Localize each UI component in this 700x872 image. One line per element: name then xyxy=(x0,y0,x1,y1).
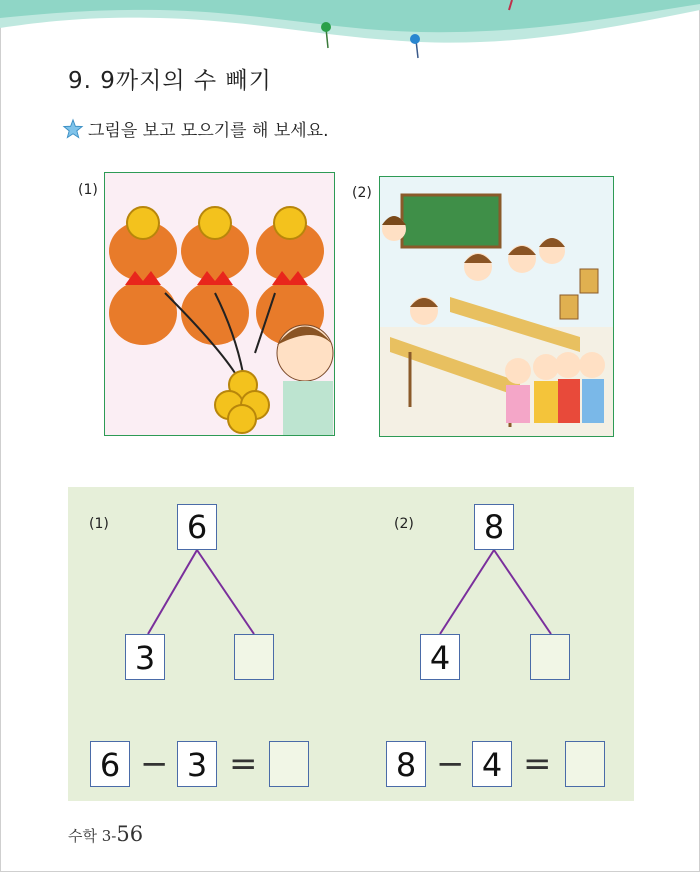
footer-subject: 수학 3- xyxy=(68,827,117,845)
branch-line-2b xyxy=(494,550,551,634)
branch-line-1a xyxy=(148,550,197,634)
equals-sign-2: = xyxy=(523,744,552,784)
minus-sign-1: − xyxy=(140,744,169,784)
minus-sign-2: − xyxy=(436,744,465,784)
footer-page-number: 56 xyxy=(116,822,144,846)
eq-left-box-1: 6 xyxy=(90,741,130,787)
picture-label-2: (2) xyxy=(352,185,372,201)
answer-part-box-2b[interactable] xyxy=(530,634,570,680)
problem-label-2: (2) xyxy=(394,516,414,532)
page-footer xyxy=(68,822,143,846)
instruction-text: 그림을 보고 모으기를 해 보세요. xyxy=(88,121,329,141)
eq-right-box-2: 4 xyxy=(472,741,512,787)
answer-part-box-1b[interactable] xyxy=(234,634,274,680)
branch-line-2a xyxy=(440,550,494,634)
equals-sign-1: = xyxy=(229,744,258,784)
part-box-1a: 3 xyxy=(125,634,165,680)
eq-left-box-2: 8 xyxy=(386,741,426,787)
branch-line-1b xyxy=(197,550,254,634)
whole-box-2: 8 xyxy=(474,504,514,550)
answer-box-2[interactable] xyxy=(565,741,605,787)
picture-label-1: (1) xyxy=(78,182,98,198)
problem-label-1: (1) xyxy=(89,516,109,532)
part-box-2a: 4 xyxy=(420,634,460,680)
eq-right-box-1: 3 xyxy=(177,741,217,787)
whole-box-1: 6 xyxy=(177,504,217,550)
answer-box-1[interactable] xyxy=(269,741,309,787)
page-title: 9. 9까지의 수 빼기 xyxy=(68,68,272,94)
